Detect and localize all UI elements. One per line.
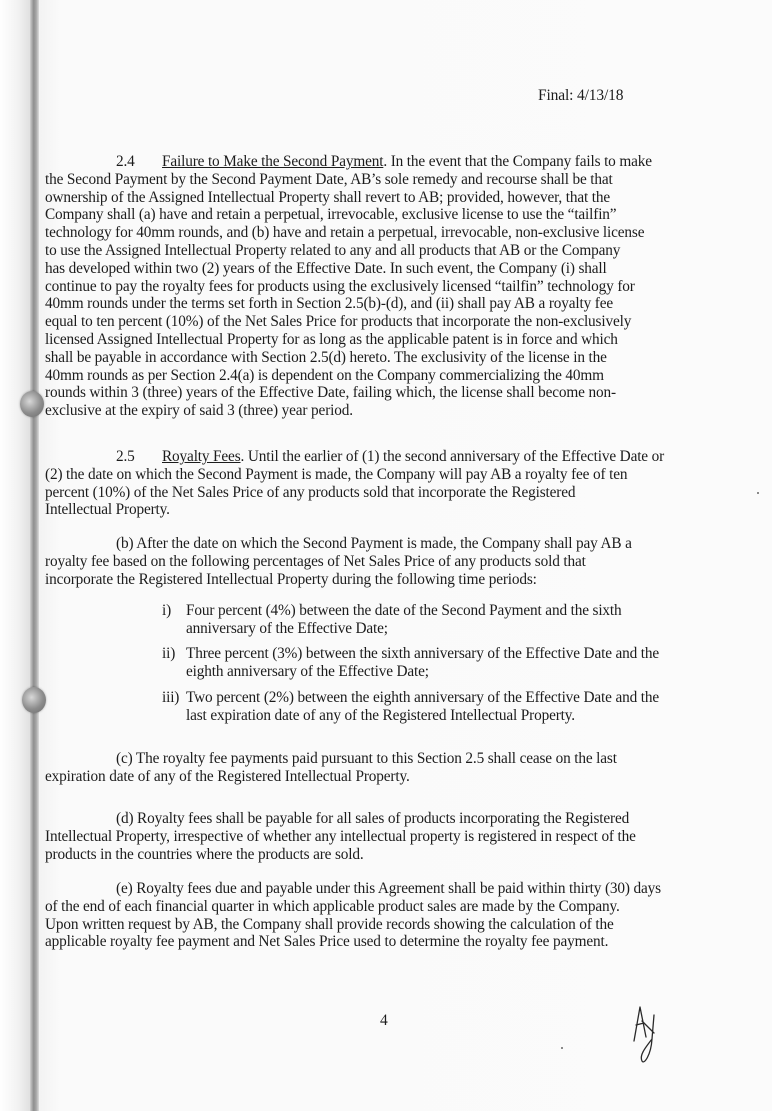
text-line: to use the Assigned Intellectual Property related to any and all products that AB or the Company: [45, 241, 621, 259]
text-line: continue to pay the royalty fees for products using the exclusively licensed “tailfin” technology for: [45, 277, 635, 295]
punch-hole-icon: [22, 687, 46, 713]
text-line: (2) the date on which the Second Payment is made, the Company will pay AB a royalty fee of ten: [45, 465, 628, 483]
text-line: Three percent (3%) between the sixth anniversary of the Effective Date and the: [186, 645, 660, 662]
text-line: shall be payable in accordance with Section 2.5(d) hereto. The exclusivity of the license in the: [45, 348, 607, 366]
text-line: expiration date of any of the Registered Intellectual Property.: [45, 767, 410, 785]
text-line: . In the event that the Company fails to make: [383, 153, 652, 170]
final-date-header: Final: 4/13/18: [538, 87, 624, 104]
text-line: applicable royalty fee payment and Net Sales Price used to determine the royalty fee payment.: [45, 933, 609, 951]
paragraph-c: [45, 750, 705, 786]
text-line: exclusive at the expiry of said 3 (three) year period.: [45, 402, 353, 420]
text-line: 40mm rounds under the terms set forth in Section 2.5(b)-(d), and (ii) shall pay AB a royalty fee: [45, 295, 614, 313]
section-number: 2.5: [116, 448, 135, 465]
text-line: the Second Payment by the Second Payment Date, AB’s sole remedy and recourse shall be that: [45, 170, 613, 188]
text-line: ownership of the Assigned Intellectual Property shall revert to AB; provided, however, that the: [45, 188, 611, 206]
page-number: 4: [380, 1012, 388, 1029]
list-line: [162, 602, 622, 620]
text-line: eighth anniversary of the Effective Date;: [186, 662, 429, 680]
section-number: 2.4: [116, 153, 135, 170]
text-line: Two percent (2%) between the eighth anniversary of the Effective Date and the: [186, 689, 659, 706]
list-line: [162, 689, 659, 707]
text-line: of the end of each financial quarter in which applicable product sales are made by the Company.: [45, 897, 620, 915]
text-line: Intellectual Property.: [45, 501, 170, 519]
text-line: licensed Assigned Intellectual Property for as long as the applicable patent is in force and which: [45, 330, 618, 348]
text-line: royalty fee based on the following percentages of Net Sales Price of any products sold that: [45, 552, 586, 570]
section-2-4-first-line: [45, 153, 705, 171]
text-line: Four percent (4%) between the date of the Second Payment and the sixth: [186, 602, 622, 619]
text-line: (c) The royalty fee payments paid pursuant to this Section 2.5 shall cease on the last: [116, 750, 617, 767]
section-2-5-first-line: [45, 448, 705, 466]
text-line: technology for 40mm rounds, and (b) have and retain a perpetual, irrevocable, non-exclusive license: [45, 224, 645, 242]
text-line: percent (10%) of the Net Sales Price of any products sold that incorporate the Registered: [45, 483, 576, 501]
royalty-schedule-item-i: [162, 602, 622, 638]
text-line: (b) After the date on which the Second Payment is made, the Company shall pay AB a: [116, 535, 632, 552]
initials-signature-icon: [630, 1003, 670, 1073]
text-line: rounds within 3 (three) years of the Effective Date, failing which, the license shall become non-: [45, 384, 616, 402]
text-line: Intellectual Property, irrespective of whether any intellectual property is registered in respect of the: [45, 827, 636, 845]
text-line: (e) Royalty fees due and payable under this Agreement shall be paid within thirty (30) days: [116, 880, 661, 897]
scan-speck: [757, 492, 759, 494]
text-line: Upon written request by AB, the Company shall provide records showing the calculation of the: [45, 915, 614, 933]
text-line: products in the countries where the products are sold.: [45, 845, 364, 863]
section-2-5: [45, 448, 705, 519]
text-line: incorporate the Registered Intellectual Property during the following time periods:: [45, 570, 537, 588]
list-line: [162, 645, 659, 663]
scan-speck: [561, 1047, 563, 1049]
text-line: Company shall (a) have and retain a perpetual, irrevocable, exclusive license to use the “tailfin”: [45, 206, 617, 224]
text-line: has developed within two (2) years of the Effective Date. In such event, the Company (i) shall: [45, 259, 607, 277]
text-line: 40mm rounds as per Section 2.4(a) is dependent on the Company commercializing the 40mm: [45, 366, 604, 384]
list-label: i): [162, 602, 172, 619]
section-2-4: [45, 153, 705, 420]
paragraph-e: [45, 880, 705, 951]
binding-shadow: [30, 0, 39, 1111]
text-line: (d) Royalty fees shall be payable for all sales of products incorporating the Registered: [116, 810, 630, 827]
text-line: . Until the earlier of (1) the second anniversary of the Effective Date or: [240, 448, 665, 465]
paragraph-b: [45, 535, 705, 588]
punch-hole-icon: [20, 391, 44, 417]
section-heading: Royalty Fees: [162, 448, 241, 465]
text-line: anniversary of the Effective Date;: [186, 619, 388, 637]
royalty-schedule-item-ii: [162, 645, 659, 681]
list-label: iii): [162, 689, 180, 706]
paragraph-d: [45, 810, 705, 863]
section-heading: Failure to Make the Second Payment: [162, 153, 384, 170]
text-line: last expiration date of any of the Registered Intellectual Property.: [186, 706, 575, 724]
list-label: ii): [162, 645, 176, 662]
text-line: equal to ten percent (10%) of the Net Sales Price for products that incorporate the non-exclusively: [45, 313, 632, 331]
royalty-schedule-item-iii: [162, 689, 659, 725]
binding-edge: [0, 0, 30, 1111]
